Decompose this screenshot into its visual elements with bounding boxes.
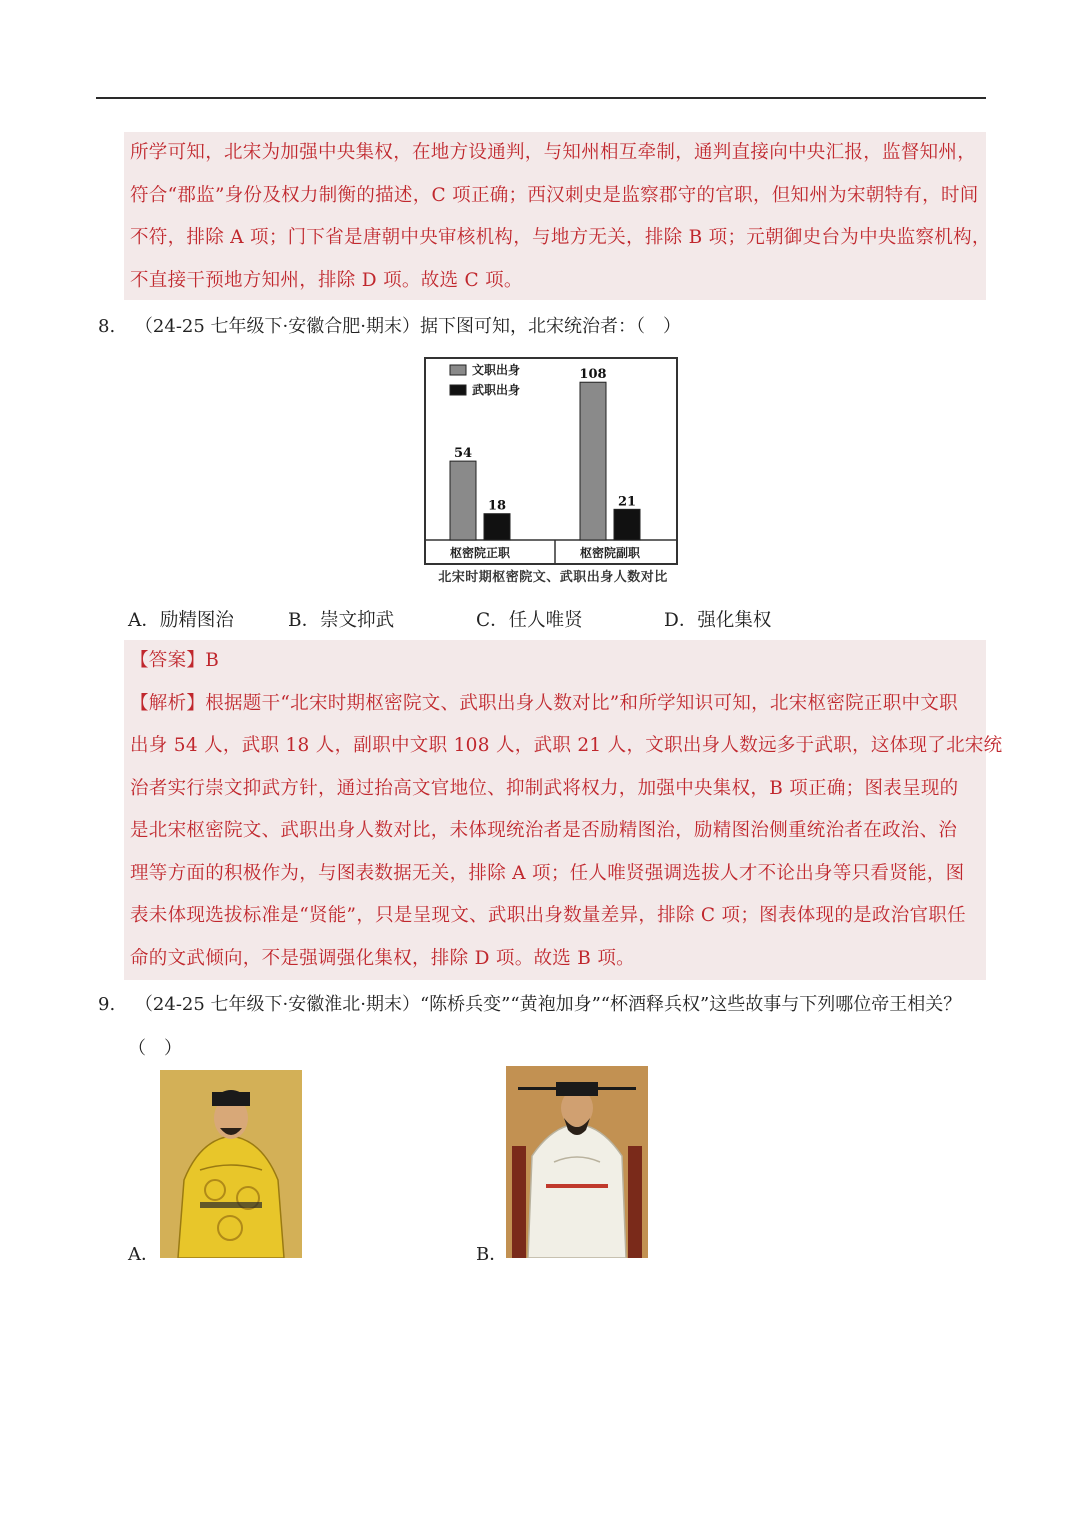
bar-value-label: 108 [579,367,607,383]
question7-explanation-box [124,132,991,300]
question-stem: “陈桥兵变”“黄袍加身”“杯酒释兵权”这些故事与下列哪位帝王相关？ [419,994,962,1015]
analysis-tag: 【解析】 [130,692,206,714]
option-b[interactable]: B．崇文抑武 [288,610,395,631]
question9-blank: （ ） [128,1038,182,1059]
category-label: 枢密院正职 [449,546,511,560]
explanation-line: 不符，排除 A 项；门下省是唐朝中央审核机构，与地方无关，排除 B 项；元朝御史台为中央监察机构， [130,227,991,248]
category-label: 枢密院副职 [579,546,641,560]
answer-line [130,640,986,683]
explanation-line: 所学可知，北宋为加强中央集权，在地方设通判，与知州相互牵制，通判直接向中央汇报，监督知州， [130,142,977,163]
analysis-line: 出身 54 人，武职 18 人，副职中文职 108 人，武职 21 人，文职出身人数远多于武职，这体现了北宋统 [130,735,1003,756]
question8-header [98,312,681,338]
analysis-line: 命的文武倾向，不是强调强化集权，排除 D 项。故选 B 项。 [130,947,635,969]
bar-value-label: 18 [487,498,507,514]
question-source: （24-25 七年级下·安徽合肥·期末） [134,316,420,337]
chart-caption: 北宋时期枢密院文、武职出身人数对比 [438,570,668,585]
answer-value: B [205,650,220,671]
bar-value-label: 21 [617,494,637,510]
question-source: （24-25 七年级下·安徽淮北·期末） [134,994,420,1015]
bar-civil-0 [450,461,476,540]
portrait-emperor-yellow-robe[interactable] [160,1070,302,1258]
bar-chart-svg [388,352,718,588]
analysis-line: 理等方面的积极作为，与图表数据无关，排除 A 项；任人唯贤强调选拔人才不论出身等只看贤能，图 [130,862,965,884]
analysis-line: 【解析】根据题干“北宋时期枢密院文、武职出身人数对比”和所学知识可知，北宋枢密院正职中文职 [130,692,958,714]
question-number: 9. [98,994,116,1015]
option-b-label: B． [476,1244,508,1265]
legend-swatch [450,385,466,395]
option-a[interactable]: A．励精图治 [128,610,234,631]
bar-military-1 [614,509,640,540]
analysis-line: 治者实行崇文抑武方针，通过抬高文官地位、抑制武将权力，加强中央集权，B 项正确；图表呈现的 [130,777,959,799]
emperor-portrait-image [160,1070,302,1258]
top-rule [96,97,986,99]
explanation-line: 符合“郡监”身份及权力制衡的描述，C 项正确；西汉刺史是监察郡守的官职，但知州为宋朝特有，时间 [130,184,979,206]
legend-swatch [450,365,466,375]
question-stem: 据下图可知，北宋统治者：（ ） [419,316,681,337]
bar-civil-1 [580,382,606,540]
emperor-portrait-image [506,1066,648,1258]
portrait-emperor-white-robe[interactable] [506,1066,648,1258]
analysis-line: 表未体现选拔标准是“贤能”，只是呈现文、武职出身数量差异，排除 C 项；图表体现的是政治官职任 [130,905,966,926]
question-number: 8. [98,316,116,337]
legend-label: 武职出身 [472,383,521,397]
bar-value-label: 54 [453,446,473,462]
question8-analysis-box [124,640,1003,980]
option-a-label: A． [128,1244,159,1265]
option-d[interactable]: D．强化集权 [664,610,772,631]
legend-label: 文职出身 [472,363,521,377]
answer-tag: 【答案】 [130,650,206,671]
bar-military-0 [484,514,510,540]
question9-header [98,990,961,1016]
analysis-line: 是北宋枢密院文、武职出身人数对比，未体现统治者是否励精图治，励精图治侧重统治者在政治、治 [130,820,958,841]
explanation-line: 不直接干预地方知州，排除 D 项。故选 C 项。 [130,269,523,291]
bar-chart [388,352,718,588]
option-c[interactable]: C．任人唯贤 [476,610,583,631]
